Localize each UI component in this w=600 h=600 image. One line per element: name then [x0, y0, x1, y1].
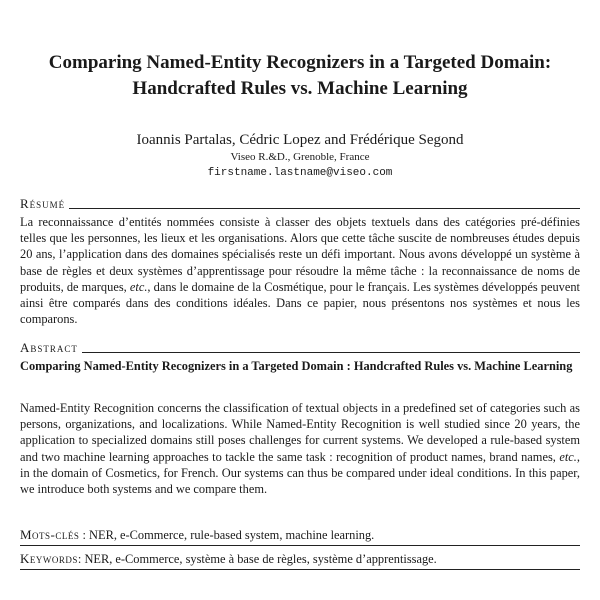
keywords-separator: : — [77, 552, 85, 566]
abstract-text-part-1: Named-Entity Recognition concerns the classification of textual objects in a predefined set of categories such as persons, organizations, and localizations. While Named-Entity Recognition is well studied since 20 years, the application to specialized domains still poses challenges for current systems. We developed a rule-based system and two machine learning approaches to tackle the same task : recognition of product names, brand names, — [20, 401, 580, 464]
resume-heading-label: Résumé — [20, 196, 66, 211]
abstract-english-title: Comparing Named-Entity Recognizers in a Targeted Domain : Handcrafted Rules vs. Machine Learning — [20, 359, 573, 373]
mots-cles-label: Mots-clés — [20, 527, 80, 542]
abstract-etc: etc. — [559, 449, 577, 464]
abstract-text-part-2: , in the domain of Cosmetics, for French. Our systems can thus be compared under ideal conditions. In this paper, we introduce both systems and we compare them. — [20, 449, 580, 497]
paper-title-line-2: Handcrafted Rules vs. Machine Learning — [132, 78, 468, 99]
paper-title-line-1: Comparing Named-Entity Recognizers in a Targeted Domain: — [48, 52, 552, 73]
mots-cles-separator: : — [79, 528, 90, 542]
resume-etc: etc. — [129, 279, 148, 294]
paper-email: firstname.lastname@viseo.com — [207, 167, 393, 179]
mots-cles-line — [20, 527, 580, 546]
resume-text-part-1: La reconnaissance d’entités nommées consiste à classer des objets textuels dans des catégories pré-définies telles que les personnes, les lieux et les organisations. Alors que cette tâche suscite de nombreuses études depuis 20 ans, l’application dans des domaines spécialisés reste un défi important. Nous avons développé un système à base de règles et deux systèmes d’apprentissage pour résoudre la même tâche : la reconnaissance de noms de produits, de marques, — [20, 215, 580, 294]
paper-title — [20, 50, 580, 102]
mots-cles-text: NER, e-Commerce, rule-based system, machine learning. — [89, 528, 375, 542]
abstract-paragraph — [20, 400, 580, 497]
abstract-heading-rule — [82, 352, 580, 353]
resume-heading — [20, 194, 580, 212]
paper-authors: Ioannis Partalas, Cédric Lopez and Frédérique Segond — [136, 132, 464, 148]
resume-paragraph — [20, 214, 580, 327]
keywords-text: NER, e-Commerce, système à base de règles, système d’apprentissage. — [84, 552, 437, 566]
keywords-label: Keywords — [20, 551, 78, 566]
abstract-heading-label: Abstract — [20, 340, 78, 355]
resume-heading-rule — [69, 208, 580, 209]
resume-text-part-2: , dans le domaine de la Cosmétique, pour le français. Les systèmes développés peuvent ainsi être comparés dans des conditions idéales. Dans ce papier, nous présentons nos systèmes et nous les comparons. — [20, 279, 580, 327]
paper-affiliation: Viseo R.&D., Grenoble, France — [230, 151, 370, 163]
keywords-line — [20, 551, 580, 570]
abstract-heading — [20, 338, 580, 356]
